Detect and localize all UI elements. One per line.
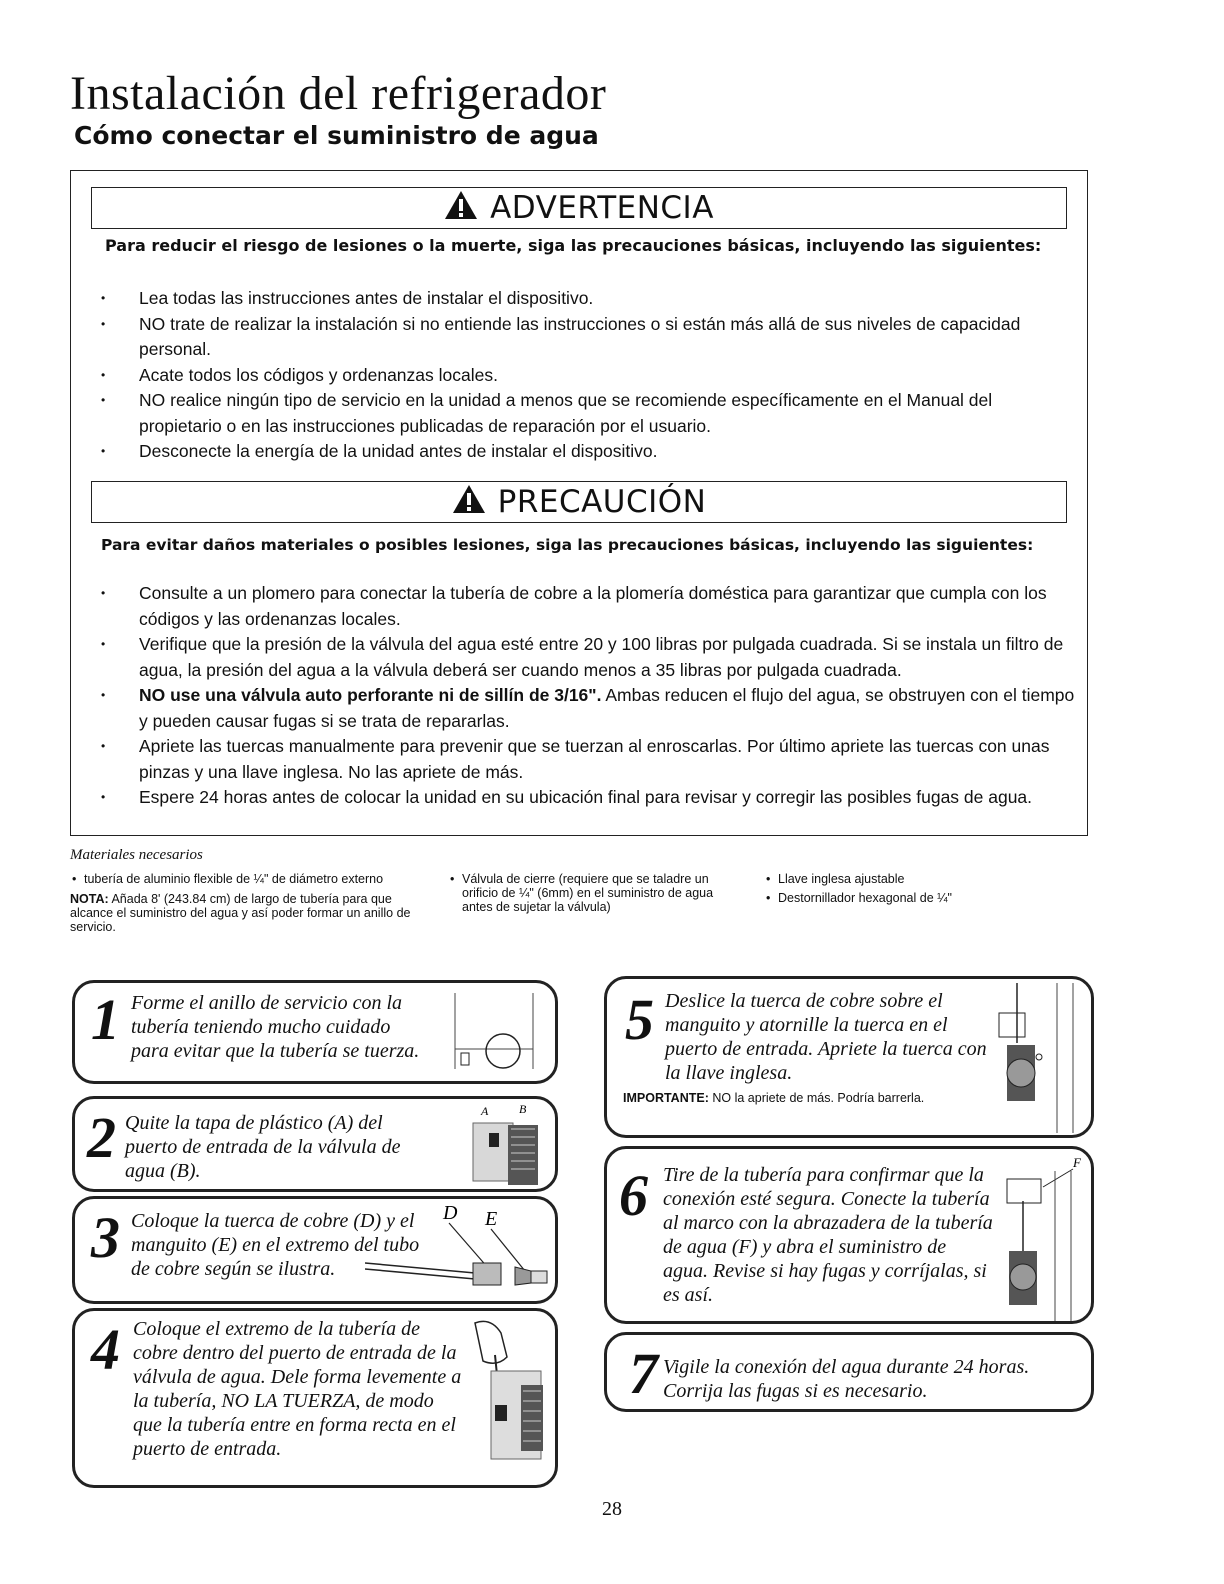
tighten-nut-illustration	[997, 983, 1089, 1133]
caution-item: • Apriete las tuercas manualmente para prevenir que se tuerzan al enroscarlas. Por último apriete las tuercas con unas pinzas y una llave inglesa. No las apriete de más.	[89, 734, 1079, 785]
warning-item: • Acate todos los códigos y ordenanzas locales.	[89, 363, 1079, 389]
step-number: 6	[619, 1163, 648, 1228]
materials-section	[70, 848, 1120, 968]
step-note	[623, 1091, 953, 1106]
warning-icon	[444, 190, 478, 220]
materials-col-3	[764, 872, 1044, 910]
step-number: 2	[87, 1105, 116, 1170]
materials-note	[70, 892, 430, 934]
material-item: • tubería de aluminio flexible de ¼" de diámetro externo	[70, 872, 430, 886]
step-note-text: NO la apriete de más. Podría barrerla.	[712, 1091, 925, 1105]
caution-item-text: Ambas reducen el flujo del agua, se obstruyen con el tiempo y pueden causar fugas si se trata de repararlas.	[139, 685, 1075, 731]
step-text: Vigile la conexión del agua durante 24 horas. Corrija las fugas si es necesario.	[663, 1356, 1030, 1402]
caution-item	[89, 683, 1079, 734]
secure-tube-illustration	[997, 1151, 1091, 1321]
caution-item-bold: NO use una válvula auto perforante ni de sillín de 3/16".	[139, 685, 602, 705]
label-d: D	[443, 1203, 458, 1224]
step-number: 5	[625, 987, 654, 1052]
warning-item: • NO realice ningún tipo de servicio en la unidad a menos que se recomiende específicamente en el Manual del propietario o en las instrucciones publicadas de reparación por el usuario.	[89, 388, 1079, 439]
step-text: Coloque el extremo de la tubería de cobre dentro del puerto de entrada de la válvula de agua. Dele forma levemente a la tubería, NO LA TUERZA, de modo que la tubería entre en forma recta en el puerto de entrada.	[133, 1318, 462, 1460]
caution-icon	[452, 484, 486, 514]
caution-title: PRECAUCIÓN	[497, 484, 707, 520]
caution-lead: Para evitar daños materiales o posibles lesiones, siga las precauciones básicas, incluyendo las siguientes:	[101, 536, 1034, 554]
step-number: 1	[91, 987, 120, 1052]
material-item: • Destornillador hexagonal de ¼"	[764, 891, 1044, 905]
caution-item: • Verifique que la presión de la válvula del agua esté entre 20 y 100 libras por pulgada cuadrada. Si se instala un filtro de agua, la presión del agua a la válvula deberá ser cuando menos a 35 libras por pulgada cuadrada.	[89, 632, 1079, 683]
material-item: • Válvula de cierre (requiere que se taladre un orificio de ¼" (6mm) en el suministro de agua antes de sujetar la válvula)	[448, 872, 718, 914]
warning-list	[89, 286, 1079, 465]
warning-lead: Para reducir el riesgo de lesiones o la muerte, siga las precauciones básicas, incluyendo las siguientes:	[105, 236, 1042, 255]
step-number: 7	[629, 1341, 658, 1406]
page-number: 28	[602, 1498, 622, 1520]
warning-header	[91, 187, 1067, 229]
warning-title: ADVERTENCIA	[490, 190, 714, 226]
caution-header	[91, 481, 1067, 523]
step-text: Tire de la tubería para confirmar que la conexión esté segura. Conecte la tubería al marco con la abrazadera de la tubería de agua (F) y abra el suministro de agua. Revise si hay fugas y corríjalas, si es así.	[663, 1164, 993, 1306]
warning-item: • Lea todas las instrucciones antes de instalar el dispositivo.	[89, 286, 1079, 312]
step-text: Forme el anillo de servicio con la tubería teniendo mucho cuidado para evitar que la tubería se tuerza.	[131, 992, 420, 1062]
label-a: A	[481, 1104, 489, 1118]
label-e: E	[485, 1208, 498, 1230]
insert-tube-illustration	[455, 1315, 551, 1479]
step-6	[604, 1146, 1094, 1324]
materials-note-text: Añada 8' (243.84 cm) de largo de tubería para que alcance el suministro del agua y así poder formar un anillo de servicio.	[70, 892, 411, 934]
label-f: F	[1073, 1155, 1081, 1170]
nut-sleeve-illustration	[365, 1203, 555, 1299]
step-number: 3	[91, 1205, 120, 1270]
caution-item: • Consulte a un plomero para conectar la tubería de cobre a la plomería doméstica para garantizar que cumpla con los códigos y las ordenanzas locales.	[89, 581, 1079, 632]
step-number: 4	[91, 1317, 120, 1382]
warning-item: • Desconecte la energía de la unidad antes de instalar el dispositivo.	[89, 439, 1079, 465]
materials-col-1	[70, 872, 430, 934]
step-text: Quite la tapa de plástico (A) del puerto de entrada de la válvula de agua (B).	[125, 1112, 401, 1182]
page-subtitle: Cómo conectar el suministro de agua	[74, 121, 599, 150]
valve-cap-illustration	[453, 1103, 549, 1189]
warning-item: • NO trate de realizar la instalación si no entiende las instrucciones o si están más allá de sus niveles de capacidad personal.	[89, 312, 1079, 363]
step-text: Coloque la tuerca de cobre (D) y el manguito (E) en el extremo del tubo de cobre según se ilustra.	[131, 1210, 420, 1280]
material-item: • Llave inglesa ajustable	[764, 872, 1044, 886]
materials-title: Materiales necesarios	[70, 847, 203, 863]
step-3	[72, 1196, 558, 1304]
caution-item: • Espere 24 horas antes de colocar la unidad en su ubicación final para revisar y corregir las posibles fugas de agua.	[89, 785, 1079, 811]
materials-col-2	[448, 872, 718, 919]
step-5	[604, 976, 1094, 1138]
materials-note-label: NOTA:	[70, 892, 109, 906]
step-note-label: IMPORTANTE:	[623, 1091, 709, 1105]
step-2	[72, 1096, 558, 1192]
tube-loop-illustration	[453, 993, 543, 1073]
page-title: Instalación del refrigerador	[70, 67, 607, 120]
label-b: B	[519, 1103, 527, 1116]
caution-list	[89, 581, 1079, 811]
step-text: Deslice la tuerca de cobre sobre el manguito y atornille la tuerca en el puerto de entrada. Apriete la tuerca con la llave inglesa.	[665, 990, 987, 1084]
step-1	[72, 980, 558, 1084]
safety-box	[70, 170, 1088, 836]
step-4	[72, 1308, 558, 1488]
step-7	[604, 1332, 1094, 1412]
